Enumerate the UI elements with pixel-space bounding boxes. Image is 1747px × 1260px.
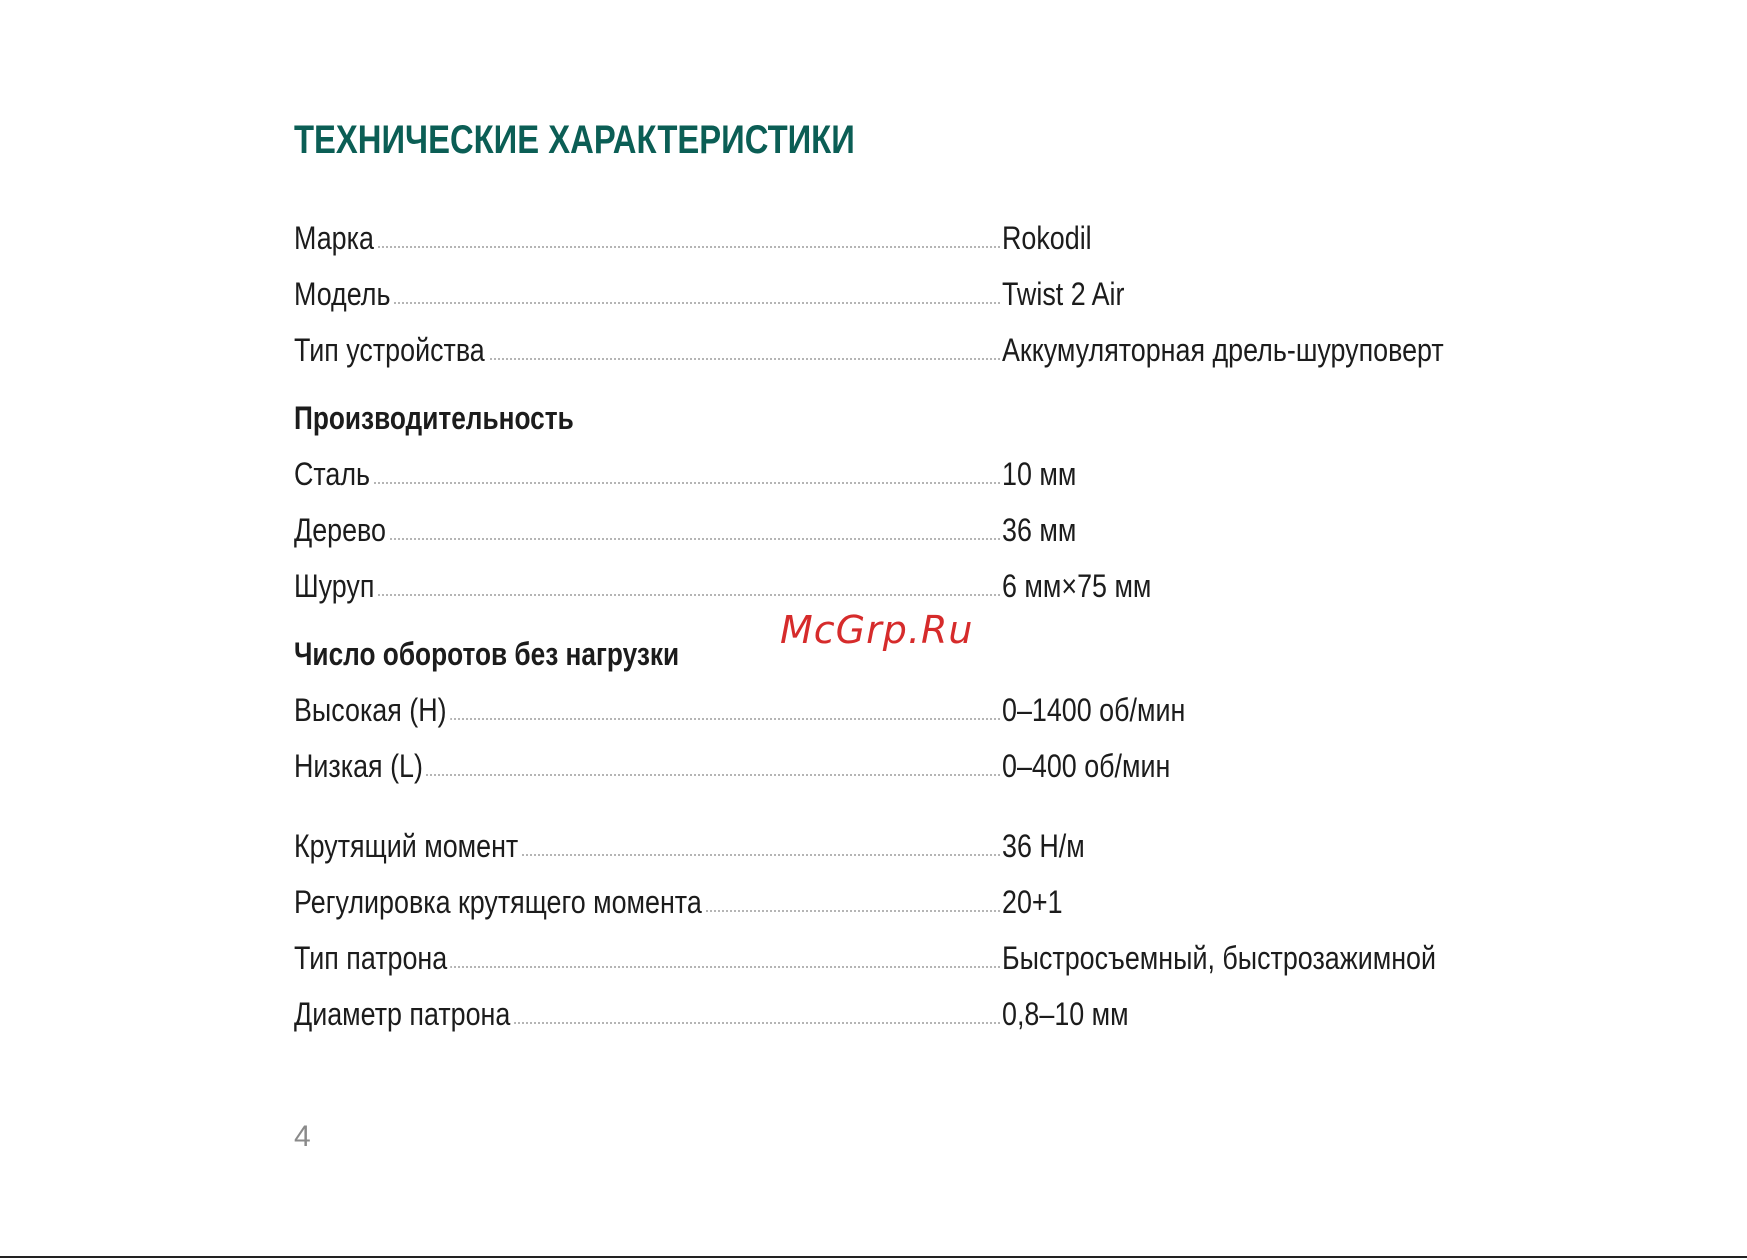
spec-row-low [294, 744, 1444, 788]
page-number: 4 [294, 1120, 311, 1153]
spec-label: Сталь [294, 452, 373, 496]
spec-row-model [294, 272, 1444, 316]
spec-value: 6 мм×75 мм [1002, 568, 1152, 604]
spec-row-steel [294, 452, 1444, 496]
spec-value: Twist 2 Air [1002, 276, 1125, 312]
section-heading-rpm: Число оборотов без нагрузки [294, 636, 680, 672]
page-title: ТЕХНИЧЕСКИЕ ХАРАКТЕРИСТИКИ [294, 118, 855, 162]
spec-label: Диаметр патрона [294, 992, 514, 1036]
spec-row-screw [294, 564, 1444, 608]
spec-row-chuck-type [294, 936, 1444, 980]
spec-label: Крутящий момент [294, 824, 522, 868]
leader-dots [294, 594, 1000, 596]
spec-label: Высокая (H) [294, 688, 450, 732]
spec-value: Быстросъемный, быстрозажимной [1002, 940, 1437, 976]
spec-row-wood [294, 508, 1444, 552]
leader-dots [294, 246, 1000, 248]
spec-label: Низкая (L) [294, 744, 426, 788]
spec-label: Дерево [294, 508, 389, 552]
spec-value: 0–1400 об/мин [1002, 692, 1186, 728]
spec-row-torque [294, 824, 1444, 868]
leader-dots [294, 302, 1000, 304]
spec-value: 20+1 [1002, 884, 1063, 920]
leader-dots [294, 482, 1000, 484]
spec-label: Модель [294, 272, 394, 316]
watermark: McGrp.Ru [780, 608, 974, 652]
spec-value: Аккумуляторная дрель-шуруповерт [1002, 332, 1444, 368]
section-heading-performance: Производительность [294, 400, 574, 436]
spec-value: 36 Н/м [1002, 828, 1085, 864]
spec-row-chuck-diameter [294, 992, 1444, 1036]
spec-row-torque-adjust [294, 880, 1444, 924]
leader-dots [294, 538, 1000, 540]
spec-value: 10 мм [1002, 456, 1077, 492]
page-bottom-border [0, 1256, 1747, 1258]
spec-value: Rokodil [1002, 220, 1092, 256]
spec-label: Тип патрона [294, 936, 451, 980]
spec-row-high [294, 688, 1444, 732]
spec-label: Тип устройства [294, 328, 488, 372]
spec-value: 0–400 об/мин [1002, 748, 1171, 784]
spec-label: Марка [294, 216, 377, 260]
spec-row-device-type [294, 328, 1444, 372]
spec-value: 36 мм [1002, 512, 1077, 548]
spec-label: Шуруп [294, 564, 378, 608]
spec-label: Регулировка крутящего момента [294, 880, 705, 924]
spec-row-brand [294, 216, 1444, 260]
spec-value: 0,8–10 мм [1002, 996, 1129, 1032]
